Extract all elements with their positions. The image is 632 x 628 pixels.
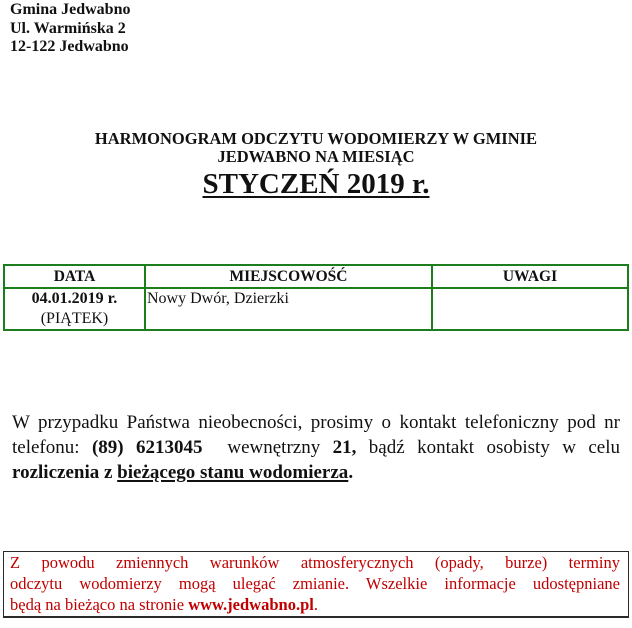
- header-place: MIEJSCOWOŚĆ: [145, 265, 432, 288]
- municipality-address: [10, 1, 130, 57]
- header-notes: UWAGI: [432, 265, 628, 288]
- warning-line-3: [10, 594, 620, 615]
- notice-underlined-text: bieżącego stanu wodomierza: [117, 462, 349, 483]
- title-line-1: HARMONOGRAM ODCZYTU WODOMIERZY W GMINIE: [94, 129, 538, 148]
- notice-text-2: wewnętrzny: [202, 437, 333, 458]
- date-cell: [4, 288, 145, 330]
- phone-number: (89) 6213045: [91, 437, 203, 458]
- table-header-row: [4, 265, 628, 288]
- warning-line-3-suffix: .: [313, 595, 318, 614]
- header-date: DATA: [4, 265, 145, 288]
- address-postal-city: 12-122 Jedwabno: [10, 38, 129, 55]
- reading-day: (PIĄTEK): [40, 310, 109, 327]
- notice-text-3: bądź kontakt osobisty w celu: [356, 437, 621, 458]
- notice-bold-text: rozliczenia z: [12, 462, 118, 483]
- address-street: Ul. Warmińska 2: [10, 19, 126, 37]
- reading-date: 04.01.2019 r.: [31, 290, 118, 307]
- warning-line-3-prefix: będą na bieżąco na stronie: [10, 595, 189, 614]
- notice-text-1: W przypadku Państwa nieobecności, prosimy o kontakt telefoniczny pod nr telefonu:: [12, 412, 620, 458]
- document-title: [0, 130, 632, 201]
- table-row: [4, 288, 628, 330]
- place-cell: Nowy Dwór, Dzierzki: [145, 288, 432, 330]
- schedule-table: [3, 264, 629, 331]
- phone-extension: 21,: [332, 437, 357, 458]
- warning-line-1: Z powodu zmiennych warunków atmosferycznych (opady, burze) terminy: [10, 553, 620, 572]
- website-link[interactable]: www.jedwabno.pl: [188, 595, 314, 614]
- month-title: STYCZEŃ 2019 r.: [202, 168, 430, 200]
- contact-notice: [12, 410, 620, 485]
- notice-period: .: [348, 462, 354, 483]
- weather-warning-box: [3, 551, 629, 618]
- title-line-2: JEDWABNO NA MIESIĄC: [217, 147, 415, 166]
- warning-line-2: odczytu wodomierzy mogą ulegać zmianie. Wszelkie informacje udostępniane: [10, 574, 620, 593]
- address-name: Gmina Jedwabno: [10, 1, 131, 18]
- notes-cell: [432, 288, 628, 330]
